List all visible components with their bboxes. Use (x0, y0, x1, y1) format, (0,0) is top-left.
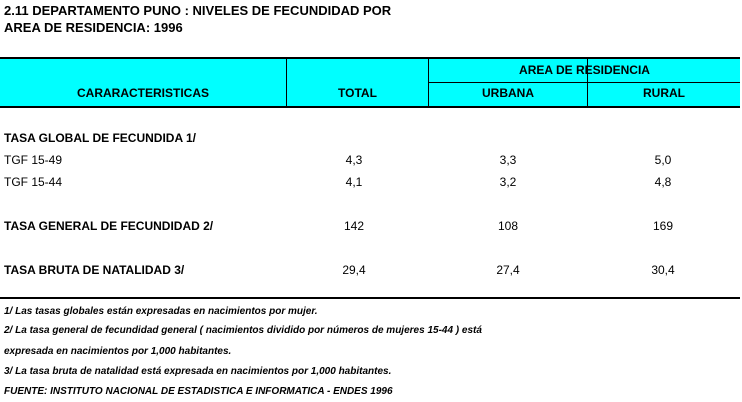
cell-rural: 5,0 (654, 153, 672, 167)
cell-total: 4,3 (345, 153, 363, 167)
cell-rural: 169 (652, 219, 674, 233)
row-label: TGF 15-44 (4, 175, 63, 189)
cell-urbana: 108 (497, 219, 519, 233)
table-row (0, 218, 740, 234)
footnote-2: 2/ La tasa general de fecundidad general ( nacimientos dividido por números de mujeres 15-44 ) está (4, 325, 482, 336)
table-header (0, 57, 740, 108)
header-rural: RURAL (643, 86, 685, 100)
cell-total: 4,1 (345, 175, 363, 189)
table-row (0, 130, 740, 146)
cell-urbana: 27,4 (496, 263, 520, 277)
header-total: TOTAL (338, 86, 377, 100)
header-characteristics: CARARACTERISTICAS (77, 86, 209, 100)
cell-urbana: 3,2 (499, 175, 517, 189)
row-label: TASA GLOBAL DE FECUNDIDA 1/ (4, 131, 197, 145)
cell-rural: 4,8 (654, 175, 672, 189)
footnote-1: 1/ Las tasas globales están expresadas en nacimientos por mujer. (4, 306, 318, 317)
row-label: TASA GENERAL DE FECUNDIDAD 2/ (4, 219, 214, 233)
footnote-2-continued: expresada en nacimientos por 1,000 habitantes. (4, 346, 232, 357)
page-title-line-1: 2.11 DEPARTAMENTO PUNO : NIVELES DE FECUNDIDAD POR (4, 3, 392, 18)
source-note: FUENTE: INSTITUTO NACIONAL DE ESTADISTICA E INFORMATICA - ENDES 1996 (4, 386, 393, 397)
page-title-line-2: AREA DE RESIDENCIA: 1996 (4, 20, 183, 35)
header-subdivider (428, 82, 740, 83)
cell-urbana: 3,3 (499, 153, 517, 167)
cell-total: 142 (343, 219, 365, 233)
table-row (0, 174, 740, 190)
cell-total: 29,4 (342, 263, 366, 277)
row-label: TASA BRUTA DE NATALIDAD 3/ (4, 263, 185, 277)
cell-rural: 30,4 (651, 263, 675, 277)
footnote-3: 3/ La tasa bruta de natalidad está expresada en nacimientos por 1,000 habitantes. (4, 366, 392, 377)
table-bottom-rule (0, 297, 740, 299)
row-label: TGF 15-49 (4, 153, 63, 167)
header-urban: URBANA (482, 86, 534, 100)
table-row (0, 152, 740, 168)
header-residence-area: AREA DE RESIDENCIA (519, 63, 650, 77)
table-row (0, 262, 740, 278)
